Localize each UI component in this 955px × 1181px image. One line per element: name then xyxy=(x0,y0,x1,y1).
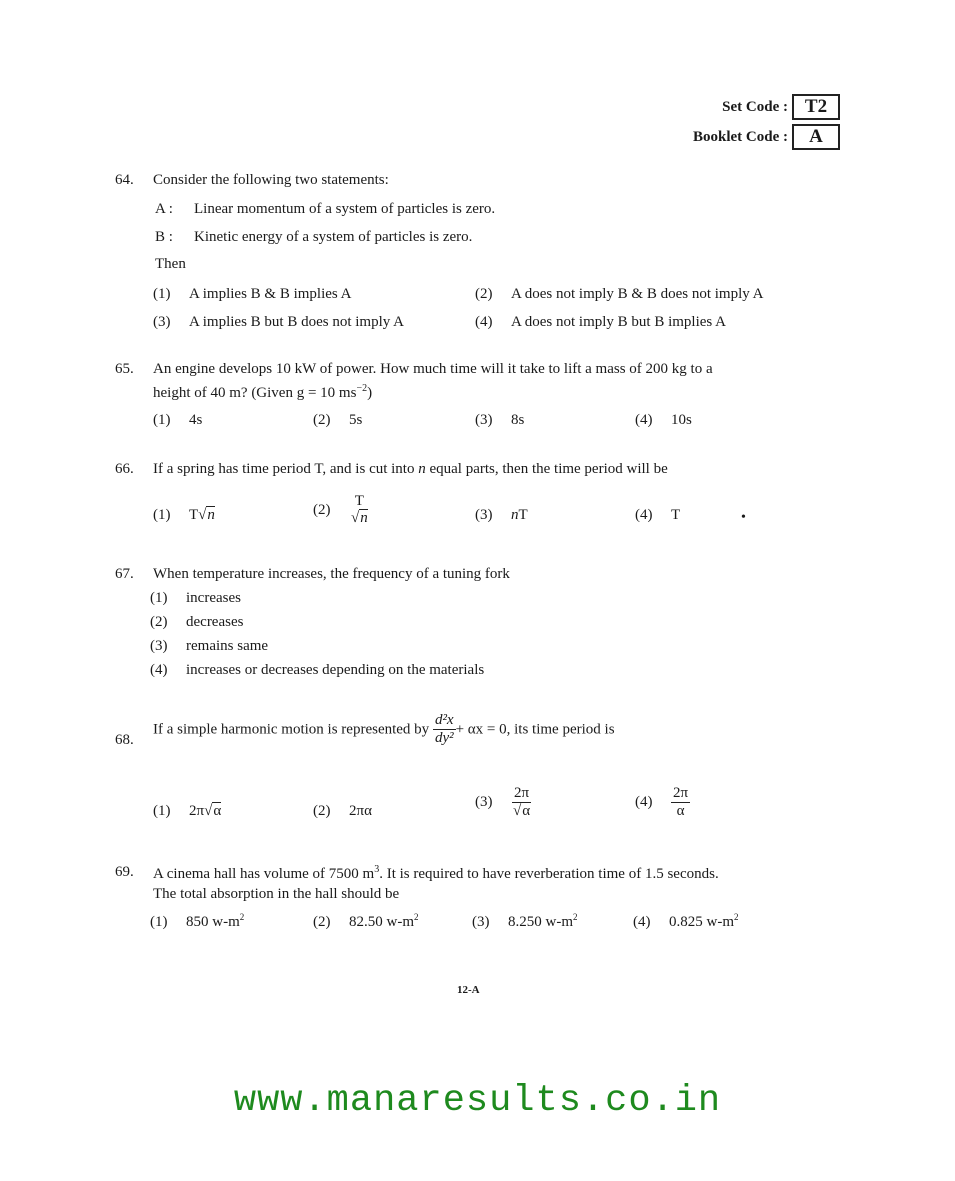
booklet-code-label: Booklet Code : xyxy=(693,128,788,145)
statement-b-label: B : xyxy=(155,229,173,245)
question-number: 67. xyxy=(115,566,134,582)
question-text: Consider the following two statements: xyxy=(153,172,389,188)
option-2[interactable]: (2) A does not imply B & B does not imply A xyxy=(475,286,764,302)
page-code: 12-A xyxy=(457,984,480,996)
option-4[interactable]: (4) increases or decreases depending on the materials xyxy=(150,662,485,678)
option-4[interactable]: (4) A does not imply B but B implies A xyxy=(475,314,727,330)
option-2[interactable]: (2) decreases xyxy=(150,614,244,630)
option-1[interactable]: (1) T√n xyxy=(153,507,215,523)
stray-dot: • xyxy=(741,510,746,525)
statement-a-label: A : xyxy=(155,201,173,217)
question-number: 69. xyxy=(115,864,134,880)
statement-b: Kinetic energy of a system of particles is zero. xyxy=(194,229,473,245)
question-text: When temperature increases, the frequency of a tuning fork xyxy=(153,566,510,582)
question-number: 64. xyxy=(115,172,134,188)
option-2[interactable]: (2) T √n xyxy=(313,493,368,527)
question-number: 66. xyxy=(115,461,134,477)
option-1[interactable]: (1) increases xyxy=(150,590,241,606)
option-3[interactable]: (3) nT xyxy=(475,507,528,523)
option-1[interactable]: (1) A implies B & B implies A xyxy=(153,286,352,302)
question-text: If a simple harmonic motion is represented by $\frac{\text{d²x}}{\text{dy²}}$ + αx = 0, its time period is xyxy=(153,712,615,747)
option-2[interactable]: (2) 2πα xyxy=(313,803,372,819)
option-3[interactable]: (3) 8.250 $w-m^2$ xyxy=(472,912,578,930)
watermark-url: www.manaresults.co.in xyxy=(233,1080,722,1122)
option-4[interactable]: (4) T xyxy=(635,507,681,523)
option-3[interactable]: (3) $\frac{2\pi}{√\alpha}$ xyxy=(475,785,531,820)
then-label: Then xyxy=(155,256,186,272)
question-text-line1: An engine develops 10 kW of power. How much time will it take to lift a mass of 200 kg to a xyxy=(153,361,713,377)
option-3[interactable]: (3) A implies B but B does not imply A xyxy=(153,314,405,330)
option-4[interactable]: (4) 10s xyxy=(635,412,692,428)
question-number: 65. xyxy=(115,361,134,377)
statement-a: Linear momentum of a system of particles is zero. xyxy=(194,201,496,217)
set-code-row xyxy=(693,92,840,122)
booklet-code-row xyxy=(693,122,840,152)
question-number: 68. xyxy=(115,732,134,748)
option-2[interactable]: (2) 5s xyxy=(313,412,363,428)
code-block xyxy=(693,92,840,152)
set-code-value: T2 xyxy=(792,94,840,120)
set-code-label: Set Code : xyxy=(722,98,788,115)
option-3[interactable]: (3) 8s xyxy=(475,412,525,428)
option-2[interactable]: (2) 82.50 $w-m^2$ xyxy=(313,912,419,930)
question-text-line1: A cinema hall has volume of 7500 $m^3$. It is required to have reverberation time of 1.5 seconds. xyxy=(153,864,719,882)
question-text-line2: The total absorption in the hall should be xyxy=(153,886,400,902)
option-1[interactable]: (1) 850 $w-m^2$ xyxy=(150,912,245,930)
option-3[interactable]: (3) remains same xyxy=(150,638,269,654)
question-text-line2: height of 40 m? (Given g = 10 $ms^{-2}$) xyxy=(153,383,373,401)
booklet-code-value: A xyxy=(792,124,840,150)
option-4[interactable]: (4) $\frac{2\pi}{\alpha}$ xyxy=(635,785,689,820)
option-1[interactable]: (1) 4s xyxy=(153,412,203,428)
option-4[interactable]: (4) 0.825 $w-m^2$ xyxy=(633,912,739,930)
question-text: If a spring has time period T, and is cut into n equal parts, then the time period will be xyxy=(153,461,668,477)
option-1[interactable]: (1) 2π√α xyxy=(153,803,222,819)
